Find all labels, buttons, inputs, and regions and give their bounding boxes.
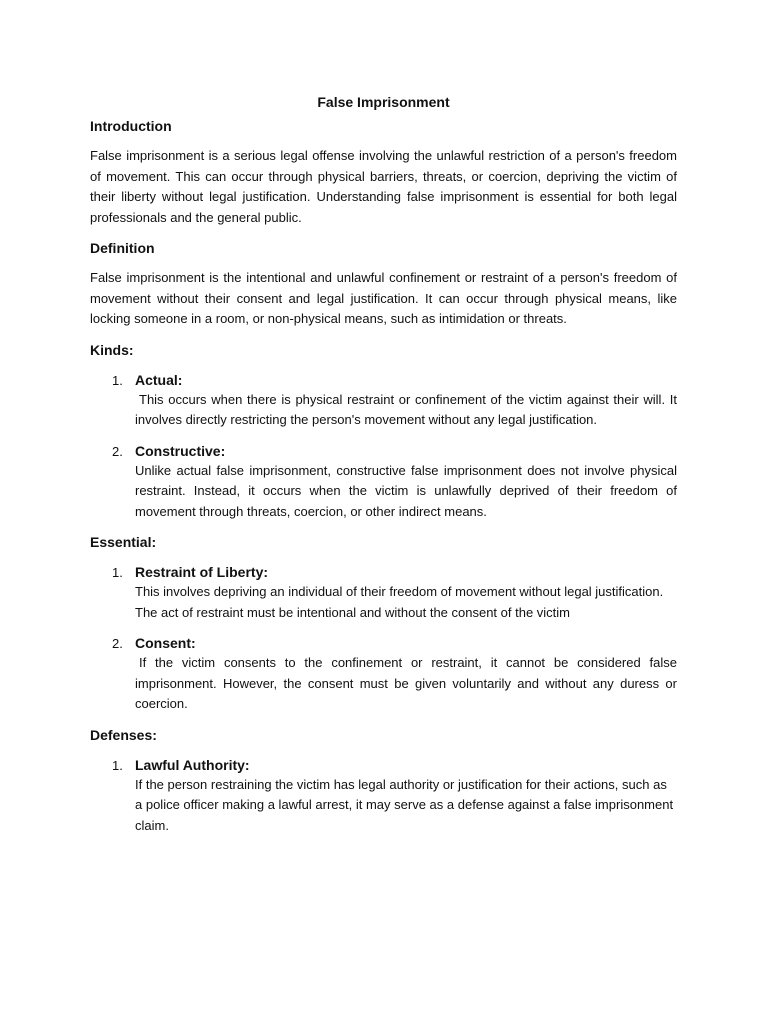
defenses-list [90, 755, 677, 837]
list-number: 1. [112, 372, 123, 388]
list-item-title: Consent: [135, 635, 196, 651]
introduction-heading: Introduction [90, 118, 172, 134]
list-item-title: Restraint of Liberty: [135, 564, 269, 580]
list-item-text: This occurs when there is physical restraint or confinement of the victim against their will. It involves directly restricting the person's movement without any legal justification. [135, 391, 677, 427]
list-item-text: If the person restraining the victim has legal authority or justification for their actions, such as a police officer making a lawful arrest, it may serve as a defense against a false imprisonment claim. [135, 776, 674, 833]
list-item-title: Lawful Authority: [135, 756, 250, 773]
essential-list [90, 562, 677, 715]
introduction-paragraph: False imprisonment is a serious legal offense involving the unlawful restriction of a person's freedom of movement. This can occur through physical barriers, threats, or coercion, depriving the victim of their liberty without legal justification. Understanding false imprisonment is essential for both legal professionals and the general public. [90, 148, 677, 225]
list-number: 2. [112, 636, 123, 651]
list-item [90, 370, 677, 431]
kinds-list [90, 370, 677, 523]
list-item-text: Unlike actual false imprisonment, constructive false imprisonment does not involve physical restraint. Instead, it occurs when the victim is unlawfully deprived of their freedom of movement through threats, coercion, or other indirect means. [135, 462, 677, 519]
list-number: 2. [112, 443, 123, 459]
defenses-heading: Defenses: [90, 726, 157, 743]
list-item [90, 441, 677, 523]
list-item-text: This involves depriving an individual of their freedom of movement without legal justification. The act of restraint must be intentional and without the consent of the victim [135, 584, 664, 620]
list-number: 1. [112, 757, 123, 773]
definition-paragraph: False imprisonment is the intentional and unlawful confinement or restraint of a person's freedom of movement without their consent and legal justification. It can occur through physical means, like locking someone in a room, or non-physical means, such as intimidation or threats. [90, 270, 677, 326]
list-item [90, 633, 677, 715]
list-item [90, 755, 677, 837]
list-item [90, 562, 677, 623]
list-item-title: Actual: [135, 371, 183, 388]
document-title: False Imprisonment [317, 94, 450, 110]
essential-heading: Essential: [90, 534, 157, 550]
definition-heading: Definition [90, 240, 155, 256]
list-item-title: Constructive: [135, 442, 226, 459]
list-number: 1. [112, 565, 123, 580]
list-item-text: If the victim consents to the confinement or restraint, it cannot be considered false imprisonment. However, the consent must be given voluntarily and without any duress or coercion. [135, 655, 677, 711]
kinds-heading: Kinds: [90, 341, 134, 358]
